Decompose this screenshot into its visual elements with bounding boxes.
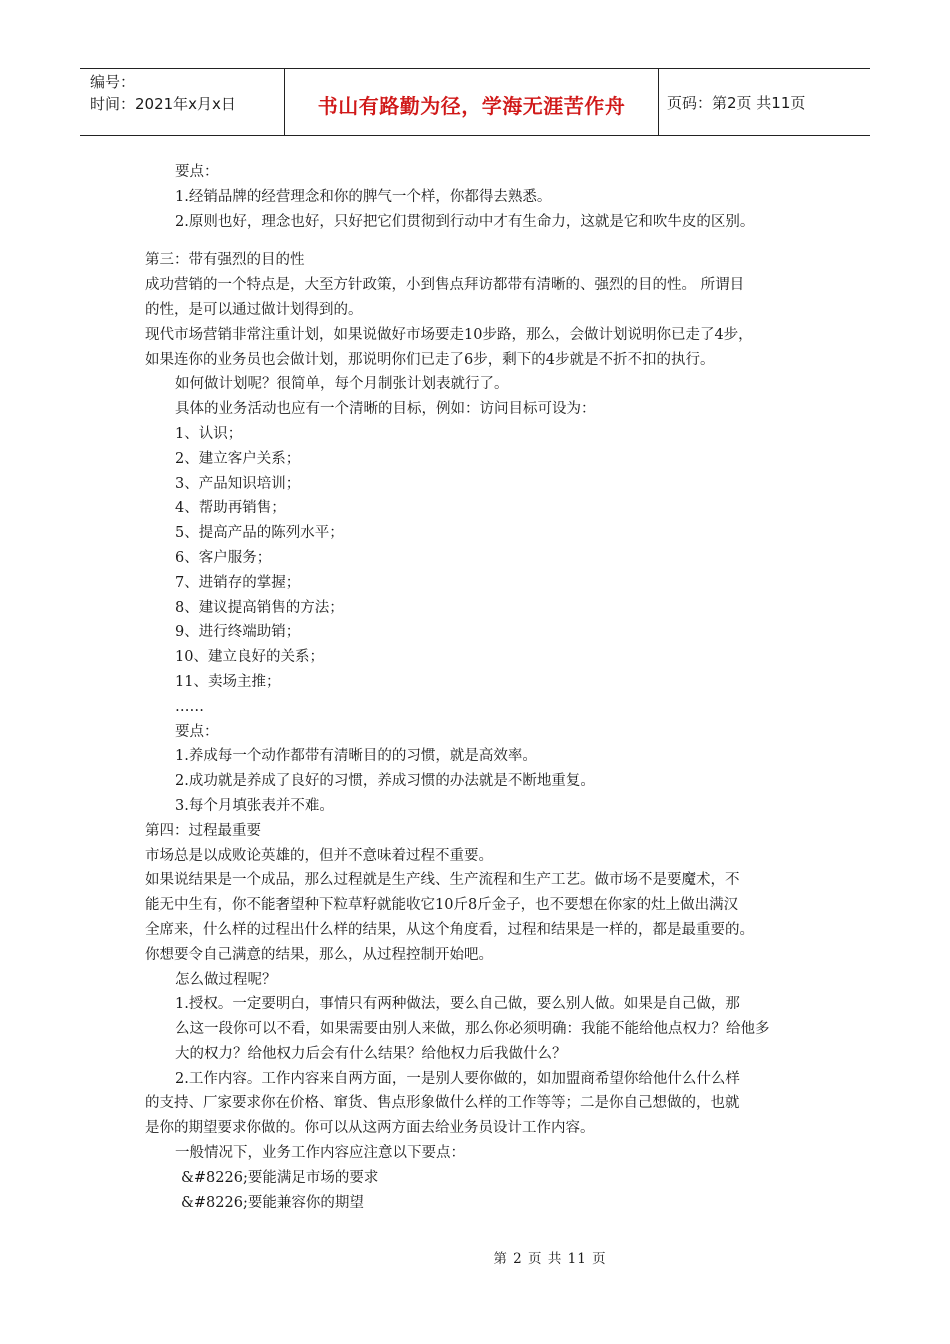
body-line: 成功营销的一个特点是，大至方针政策，小到售点拜访都带有清晰的、强烈的目的性。 所谓目 bbox=[145, 277, 745, 294]
list-item: 6、客户服务； bbox=[175, 549, 272, 566]
body-line: 2.成功就是养成了良好的习惯，养成习惯的办法就是不断地重复。 bbox=[175, 773, 595, 790]
body-line: 1.经销品牌的经营理念和你的脾气一个样，你都得去熟悉。 bbox=[175, 188, 552, 205]
body-line: 如何做计划呢？很简单，每个月制张计划表就行了。 bbox=[175, 376, 509, 393]
body-line: 的性，是可以通过做计划得到的。 bbox=[145, 301, 363, 318]
list-item: 4、帮助再销售； bbox=[175, 500, 286, 517]
page-footer bbox=[0, 1247, 950, 1267]
list-item: 1、认识； bbox=[175, 425, 243, 442]
document-body bbox=[145, 160, 825, 1215]
list-item: 11、卖场主推； bbox=[175, 673, 281, 690]
body-line: 能无中生有，你不能奢望种下粒草籽就能收它10斤8斤金子，也不要想在你家的灶上做出满汉 bbox=[145, 897, 739, 914]
header-meta bbox=[80, 69, 285, 135]
body-line: 大的权力？给他权力后会有什么结果？给他权力后我做什么？ bbox=[175, 1045, 567, 1062]
body-line: 如果连你的业务员也会做计划，那说明你们已走了6步，剩下的4步就是不折不扣的执行。 bbox=[145, 351, 715, 368]
body-line: 3.每个月填张表并不难。 bbox=[175, 797, 334, 814]
body-line: 全席来，什么样的过程出什么样的结果，从这个角度看，过程和结果是一样的，都是最重要的。 bbox=[145, 921, 754, 938]
bullet-line: &#8226;要能兼容你的期望 bbox=[181, 1194, 364, 1211]
body-line: 怎么做过程呢？ bbox=[175, 971, 277, 988]
body-line: 么这一段你可以不看，如果需要由别人来做，那么你必须明确：我能不能给他点权力？给他多 bbox=[175, 1021, 770, 1038]
list-item: 3、产品知识培训； bbox=[175, 475, 301, 492]
body-line: 现代市场营销非常注重计划，如果说做好市场要走10步路，那么，会做计划说明你已走了4步， bbox=[145, 326, 753, 343]
body-line: 具体的业务活动也应有一个清晰的目标，例如：访问目标可设为： bbox=[175, 401, 596, 418]
body-line: 是你的期望要求你做的。你可以从这两方面去给业务员设计工作内容。 bbox=[145, 1120, 595, 1137]
list-item: 10、建立良好的关系； bbox=[175, 649, 324, 666]
body-line: 要点： bbox=[175, 164, 219, 180]
date-label: 时间：2021年x月x日 bbox=[90, 95, 236, 113]
page-header bbox=[80, 68, 870, 136]
list-item: 8、建议提高销售的方法； bbox=[175, 599, 344, 616]
body-line: 要点： bbox=[175, 723, 219, 740]
body-line: 2.工作内容。工作内容来自两方面，一是别人要你做的，如加盟商希望你给他什么什么样 bbox=[175, 1070, 740, 1087]
body-line: 一般情况下，业务工作内容应注意以下要点： bbox=[175, 1145, 465, 1162]
list-item: 2、建立客户关系； bbox=[175, 450, 301, 467]
body-line: 2.原则也好，理念也好，只好把它们贯彻到行动中才有生命力，这就是它和吹牛皮的区别。 bbox=[175, 213, 755, 230]
serial-number-label: 编号： bbox=[90, 73, 136, 91]
body-line: 你想要令自己满意的结果，那么，从过程控制开始吧。 bbox=[145, 946, 493, 963]
body-line: 1.养成每一个动作都带有清晰目的的习惯，就是高效率。 bbox=[175, 748, 537, 765]
section-heading: 第四：过程最重要 bbox=[145, 822, 261, 839]
header-motto: 书山有路勤为径，学海无涯苦作舟 bbox=[285, 69, 659, 135]
body-line: 1.授权。一定要明白，事情只有两种做法，要么自己做，要么别人做。如果是自己做，那 bbox=[175, 996, 740, 1013]
list-item: 5、提高产品的陈列水平； bbox=[175, 525, 344, 542]
bullet-line: &#8226;要能满足市场的要求 bbox=[181, 1169, 379, 1186]
body-line: 市场总是以成败论英雄的，但并不意味着过程不重要。 bbox=[145, 847, 493, 864]
body-line: 的支持、厂家要求你在价格、窜货、售点形象做什么样的工作等等；二是你自己想做的，也就 bbox=[145, 1095, 740, 1112]
footer-page-number: 第 2 页 共 11 页 bbox=[493, 1251, 607, 1267]
ellipsis: …… bbox=[175, 698, 204, 715]
list-item: 9、进行终端助销； bbox=[175, 624, 301, 641]
header-page-number: 页码：第2页 共11页 bbox=[667, 93, 806, 112]
body-line: 如果说结果是一个成品，那么过程就是生产线、生产流程和生产工艺。做市场不是要魔术，不 bbox=[145, 872, 740, 889]
section-heading: 第三：带有强烈的目的性 bbox=[145, 252, 305, 269]
list-item: 7、进销存的掌握； bbox=[175, 574, 301, 591]
